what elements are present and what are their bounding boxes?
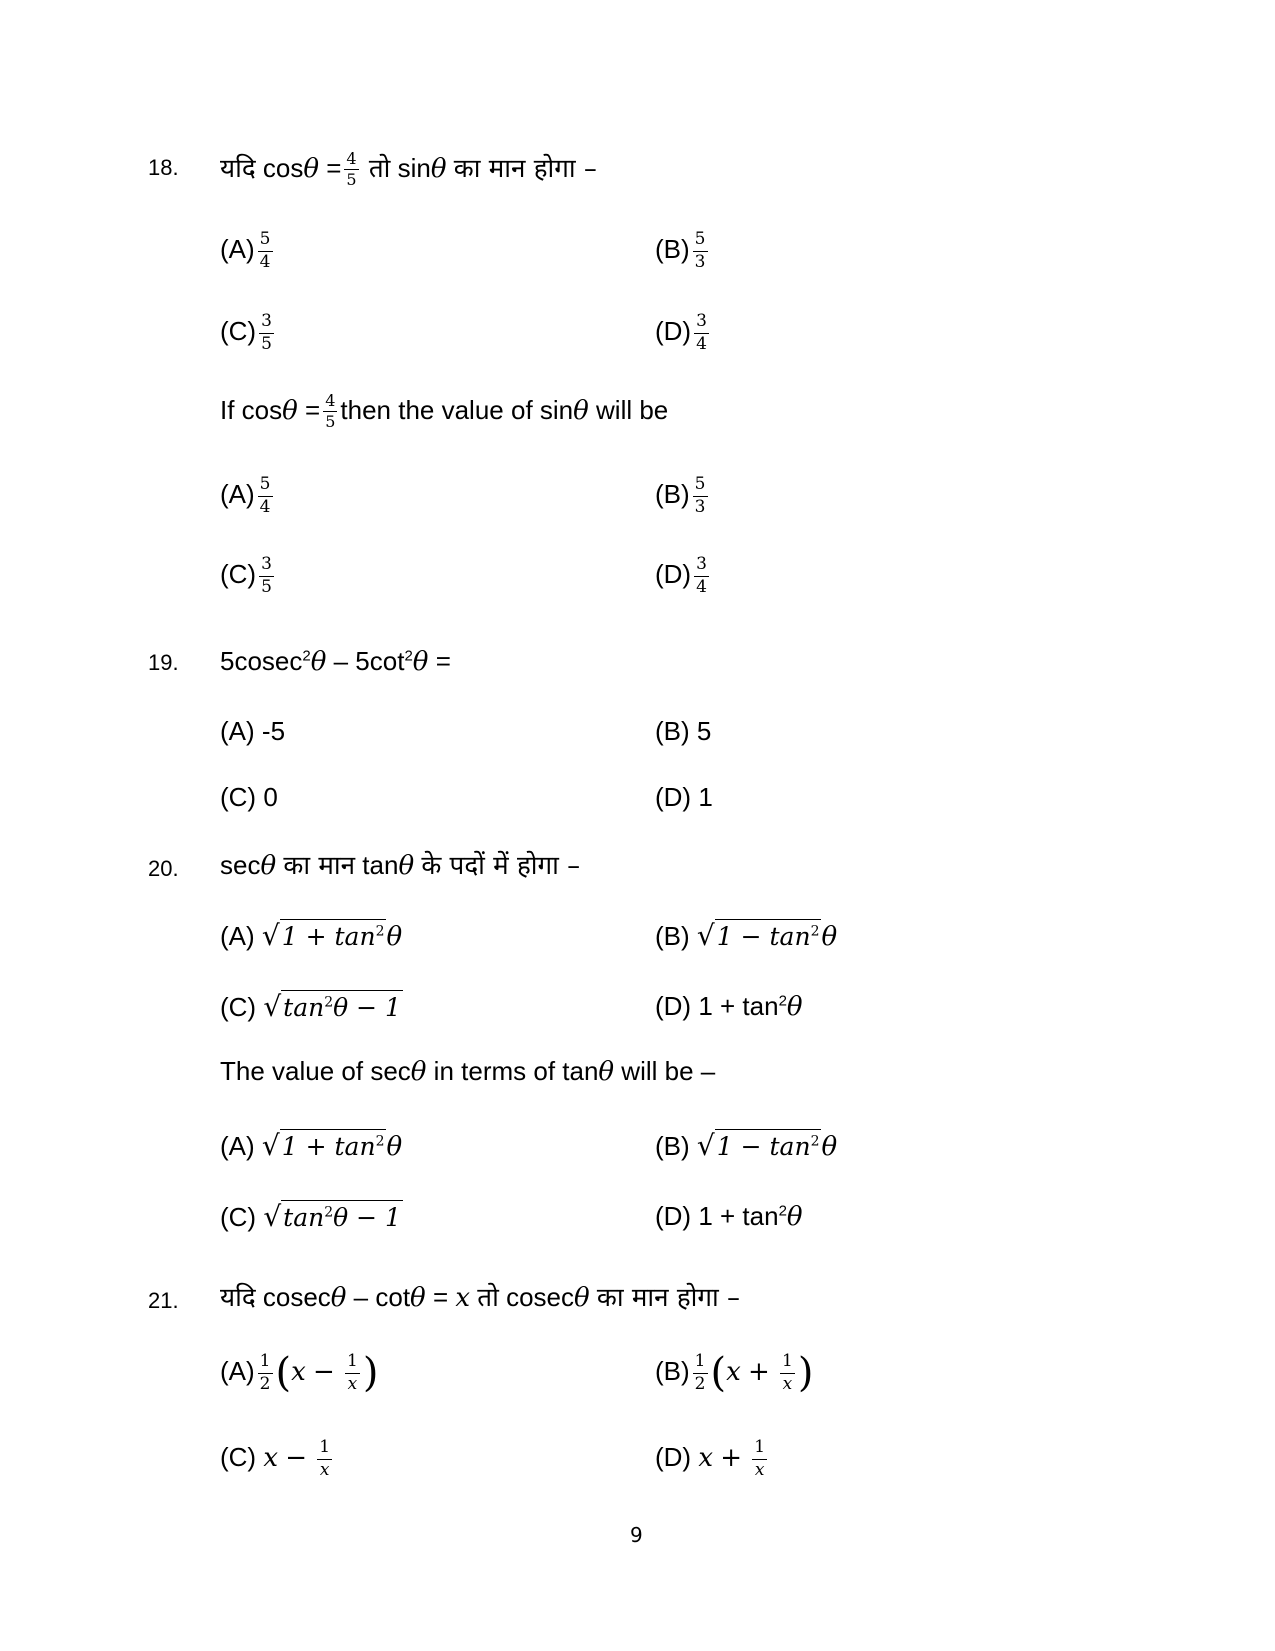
sqrt-sign: √ — [261, 1129, 280, 1162]
option-19b[interactable]: (B) 5 — [655, 716, 712, 746]
option-19c[interactable]: (C) 0 — [220, 782, 278, 812]
option-18c[interactable]: (C) $\frac{3}{5}$ — [220, 311, 272, 354]
question-20-english: The value of secθ in terms of tanθ will be – — [220, 1056, 716, 1087]
option-20a-english[interactable]: (A) $√1 + \tan^2\theta$ — [220, 1129, 403, 1162]
option-20c[interactable]: (C) $√\tan^2\theta - 1$ — [220, 990, 401, 1023]
option-19a[interactable]: (A) -5 — [220, 716, 286, 746]
option-18b-english[interactable]: (B) $\frac{5}{3}$ — [655, 474, 706, 517]
question-18-hindi: यदि cosθ = $\frac{4}{5}$ तो sinθ का मान होगा – — [220, 149, 597, 190]
option-21c[interactable]: (C) x − $\frac{1}{x}$ — [220, 1437, 331, 1480]
question-18-english: If cosθ = $\frac{4}{5}$ then the value of sinθ will be — [220, 391, 669, 432]
question-21: यदि cosecθ – cotθ = x तो cosecθ का मान होगा – — [220, 1282, 740, 1313]
question-number-19: 19. — [148, 650, 179, 675]
option-18d-english[interactable]: (D) $\frac{3}{4}$ — [655, 554, 707, 597]
question-number-18: 18. — [148, 155, 179, 180]
option-18a-english[interactable]: (A) $\frac{5}{4}$ — [220, 474, 271, 517]
sqrt-sign: √ — [263, 1200, 282, 1233]
option-21d[interactable]: (D) x + $\frac{1}{x}$ — [655, 1437, 766, 1480]
page-number: 9 — [630, 1523, 643, 1547]
option-18c-english[interactable]: (C) $\frac{3}{5}$ — [220, 554, 272, 597]
option-20d-english[interactable]: (D) $1 + \tan^2\theta$ — [655, 1201, 803, 1232]
option-20a[interactable]: (A) $√1 + \tan^2\theta$ — [220, 919, 403, 952]
option-20c-english[interactable]: (C) $√\tan^2\theta - 1$ — [220, 1200, 401, 1233]
option-21a[interactable]: (A) $\frac{1}{2}$ (x − $\frac{1}{x}$ ) — [220, 1350, 379, 1397]
sqrt-sign: √ — [696, 1129, 715, 1162]
option-20b[interactable]: (B) $√1 - \tan^2\theta$ — [655, 919, 838, 952]
option-18a[interactable]: (A) $\frac{5}{4}$ — [220, 229, 271, 272]
option-18b[interactable]: (B) $\frac{5}{3}$ — [655, 229, 706, 272]
option-19d[interactable]: (D) 1 — [655, 782, 713, 812]
fraction: $\frac{4}{5}$ — [346, 149, 357, 190]
sqrt-sign: √ — [696, 919, 715, 952]
question-number-20: 20. — [148, 856, 179, 881]
question-number-21: 21. — [148, 1288, 179, 1313]
question-19: $5cosec^2\theta - 5\cot^2\theta$ = — [220, 646, 451, 677]
option-18d[interactable]: (D) $\frac{3}{4}$ — [655, 311, 707, 354]
option-20b-english[interactable]: (B) $√1 - \tan^2\theta$ — [655, 1129, 838, 1162]
option-21b[interactable]: (B) $\frac{1}{2}$ (x + $\frac{1}{x}$ ) — [655, 1350, 814, 1397]
sqrt-sign: √ — [261, 919, 280, 952]
question-20-hindi: secθ का मान tanθ के पदों में होगा – — [220, 850, 581, 881]
sqrt-sign: √ — [263, 990, 282, 1023]
option-20d[interactable]: (D) $1 + \tan^2\theta$ — [655, 991, 803, 1022]
